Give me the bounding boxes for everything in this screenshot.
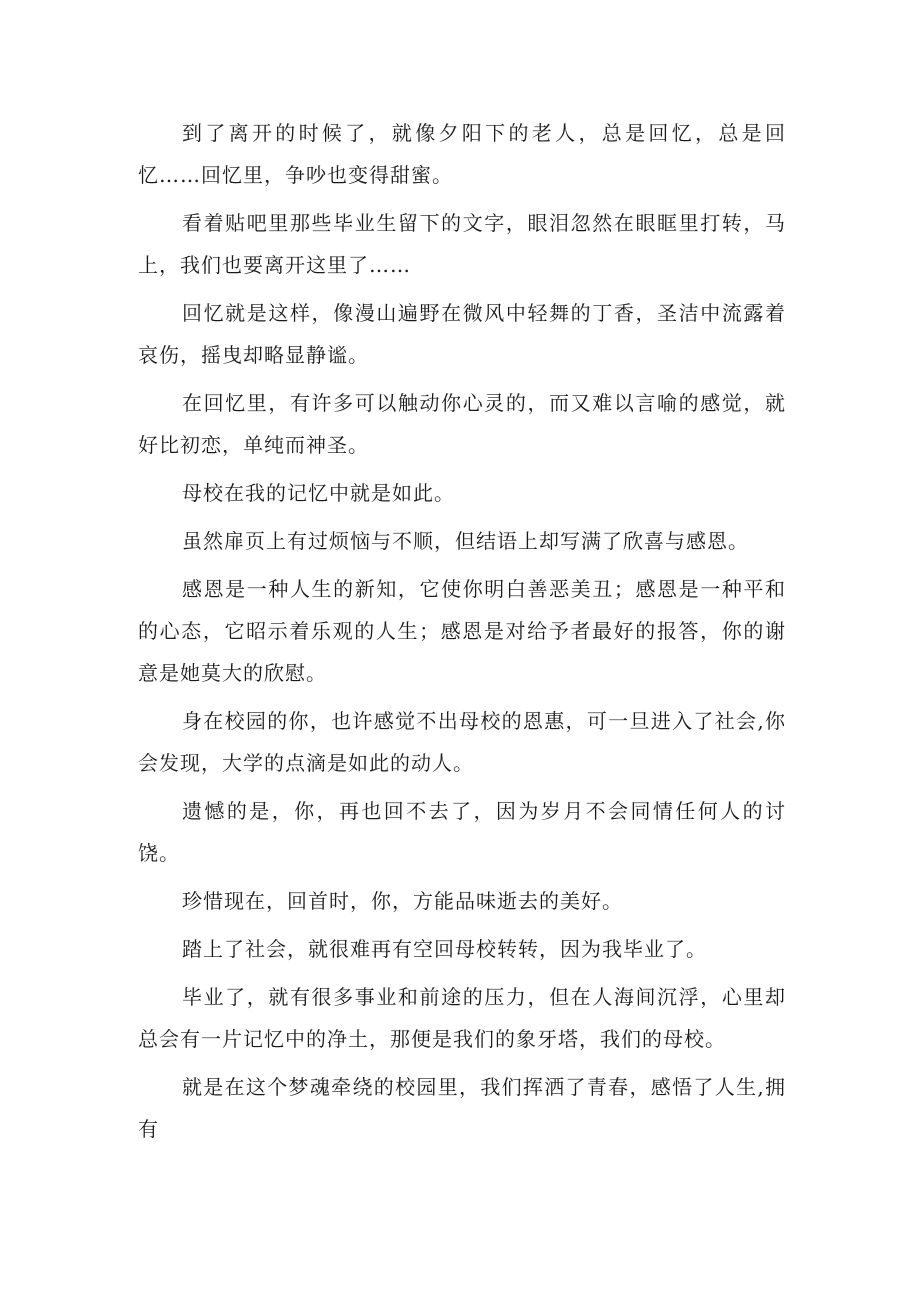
- paragraph-5: 母校在我的记忆中就是如此。: [182, 481, 455, 505]
- paragraph-12: 毕业了，就有很多事业和前途的压力，但在人海间沉浮，心里却总会有一片记忆中的净土，那便是我们的象牙塔，我们的母校。: [138, 985, 786, 1051]
- paragraph-6: 虽然扉页上有过烦恼与不顺，但结语上却写满了欣喜与感恩。: [182, 529, 749, 553]
- paragraph-1: 到了离开的时候了，就像夕阳下的老人，总是回忆，总是回忆……回忆里，争吵也变得甜蜜。: [138, 121, 786, 187]
- paragraph-8: 身在校园的你，也许感觉不出母校的恩惠，可一旦进入了社会,你会发现，大学的点滴是如此的动人。: [138, 709, 786, 775]
- paragraph-13: 就是在这个梦魂牵绕的校园里，我们挥洒了青春，感悟了人生,拥有: [138, 1075, 786, 1141]
- paragraph-2: 看着贴吧里那些毕业生留下的文字，眼泪忽然在眼眶里打转，马上，我们也要离开这里了……: [138, 211, 786, 277]
- paragraph-3: 回忆就是这样，像漫山遍野在微风中轻舞的丁香，圣洁中流露着哀伤，摇曳却略显静谧。: [138, 301, 786, 367]
- paragraph-10: 珍惜现在，回首时，你，方能品味逝去的美好。: [182, 889, 623, 913]
- paragraph-7: 感恩是一种人生的新知，它使你明白善恶美丑；感恩是一种平和的心态，它昭示着乐观的人生；感恩是对给予者最好的报答，你的谢意是她莫大的欣慰。: [138, 577, 786, 685]
- paragraph-11: 踏上了社会，就很难再有空回母校转转，因为我毕业了。: [182, 937, 707, 961]
- document-body: [138, 112, 786, 1156]
- paragraph-9: 遗憾的是，你，再也回不去了，因为岁月不会同情任何人的讨饶。: [138, 799, 786, 865]
- paragraph-4: 在回忆里，有许多可以触动你心灵的，而又难以言喻的感觉，就好比初恋，单纯而神圣。: [138, 391, 786, 457]
